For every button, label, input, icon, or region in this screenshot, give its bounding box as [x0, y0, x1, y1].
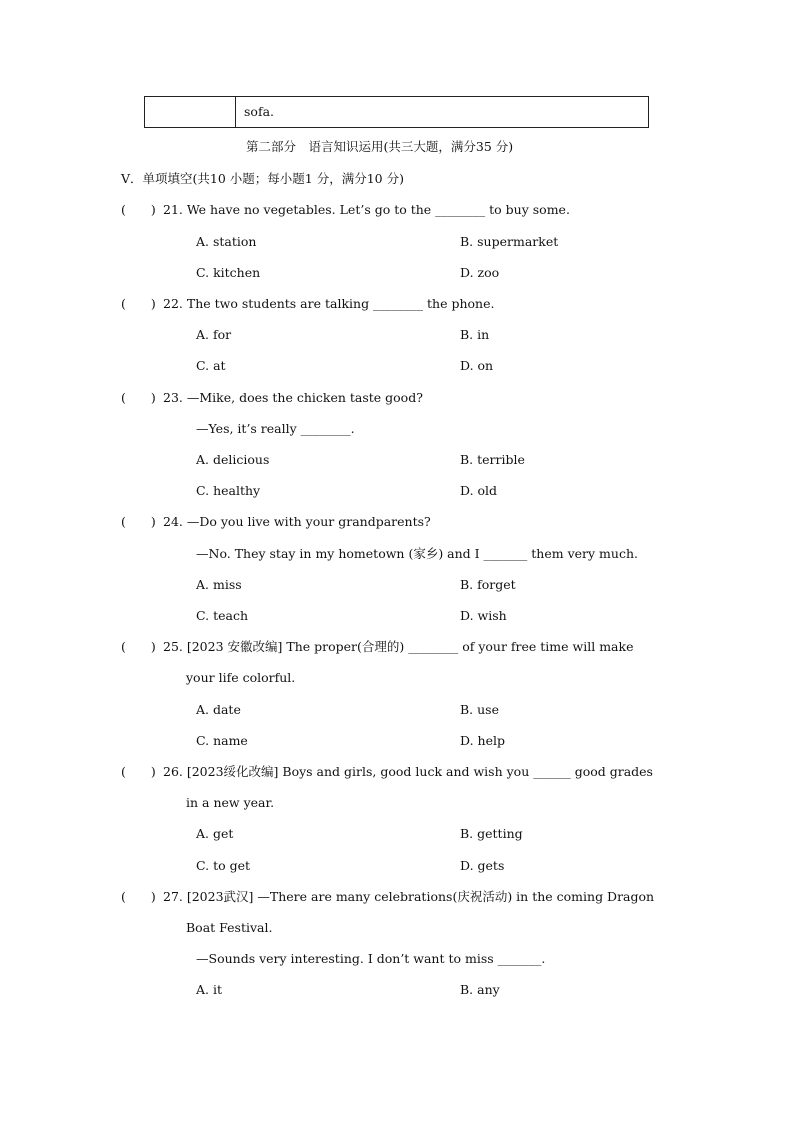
question-23-stem: 23. —Mike, does the chicken taste good? — [163, 390, 423, 405]
question-21-option-a[interactable]: A. station — [196, 234, 257, 249]
answer-table-fragment — [144, 96, 649, 128]
question-25-option-c[interactable]: C. name — [196, 733, 248, 748]
question-21-option-b[interactable]: B. supermarket — [460, 234, 559, 249]
question-26-continuation: in a new year. — [186, 795, 275, 810]
answer-paren-26[interactable]: ( ) — [121, 764, 156, 779]
question-26-option-c[interactable]: C. to get — [196, 858, 251, 873]
table-cell-empty — [145, 97, 236, 127]
question-27-option-a[interactable]: A. it — [196, 982, 222, 997]
question-25-continuation: your life colorful. — [186, 670, 296, 685]
question-23-reply: —Yes, it’s really ________. — [196, 421, 355, 436]
question-22-stem: 22. The two students are talking ________ the phone. — [163, 296, 495, 311]
question-21-stem: 21. We have no vegetables. Let’s go to the ________ to buy some. — [163, 202, 570, 217]
question-23-option-b[interactable]: B. terrible — [460, 452, 525, 467]
question-24-reply: —No. They stay in my hometown (家乡) and I _______ them very much. — [196, 546, 638, 561]
answer-paren-27[interactable]: ( ) — [121, 889, 156, 904]
section-title: V．单项填空(共10 小题；每小题1 分，满分10 分) — [121, 171, 404, 186]
question-27-option-b[interactable]: B. any — [460, 982, 500, 997]
question-27-stem: 27. [2023武汉] —There are many celebrations(庆祝活动) in the coming Dragon — [163, 889, 655, 904]
question-24-option-d[interactable]: D. wish — [460, 608, 507, 623]
answer-paren-21[interactable]: ( ) — [121, 202, 156, 217]
answer-paren-25[interactable]: ( ) — [121, 639, 156, 654]
question-26-option-d[interactable]: D. gets — [460, 858, 505, 873]
question-25-option-a[interactable]: A. date — [196, 702, 241, 717]
question-27-reply: —Sounds very interesting. I don’t want to miss _______. — [196, 951, 546, 966]
question-22-option-c[interactable]: C. at — [196, 358, 226, 373]
answer-paren-24[interactable]: ( ) — [121, 514, 156, 529]
question-26-option-a[interactable]: A. get — [196, 826, 234, 841]
part-title: 第二部分 语言知识运用(共三大题，满分35 分) — [246, 139, 514, 154]
question-23-option-a[interactable]: A. delicious — [196, 452, 270, 467]
question-23-option-c[interactable]: C. healthy — [196, 483, 261, 498]
answer-paren-23[interactable]: ( ) — [121, 390, 156, 405]
question-22-option-d[interactable]: D. on — [460, 358, 494, 373]
question-22-option-b[interactable]: B. in — [460, 327, 490, 342]
question-22-option-a[interactable]: A. for — [196, 327, 232, 342]
question-26-option-b[interactable]: B. getting — [460, 826, 523, 841]
question-25-option-d[interactable]: D. help — [460, 733, 505, 748]
question-23-option-d[interactable]: D. old — [460, 483, 498, 498]
answer-paren-22[interactable]: ( ) — [121, 296, 156, 311]
question-24-option-b[interactable]: B. forget — [460, 577, 516, 592]
question-24-stem: 24. —Do you live with your grandparents? — [163, 514, 431, 529]
question-27-continuation: Boat Festival. — [186, 920, 273, 935]
question-24-option-c[interactable]: C. teach — [196, 608, 248, 623]
table-cell-text: sofa. — [244, 104, 274, 119]
question-25-option-b[interactable]: B. use — [460, 702, 499, 717]
question-21-option-c[interactable]: C. kitchen — [196, 265, 261, 280]
question-21-option-d[interactable]: D. zoo — [460, 265, 500, 280]
question-24-option-a[interactable]: A. miss — [196, 577, 242, 592]
question-25-stem: 25. [2023 安徽改编] The proper(合理的) ________ of your free time will make — [163, 639, 634, 654]
question-26-stem: 26. [2023绥化改编] Boys and girls, good luck and wish you ______ good grades — [163, 764, 653, 779]
